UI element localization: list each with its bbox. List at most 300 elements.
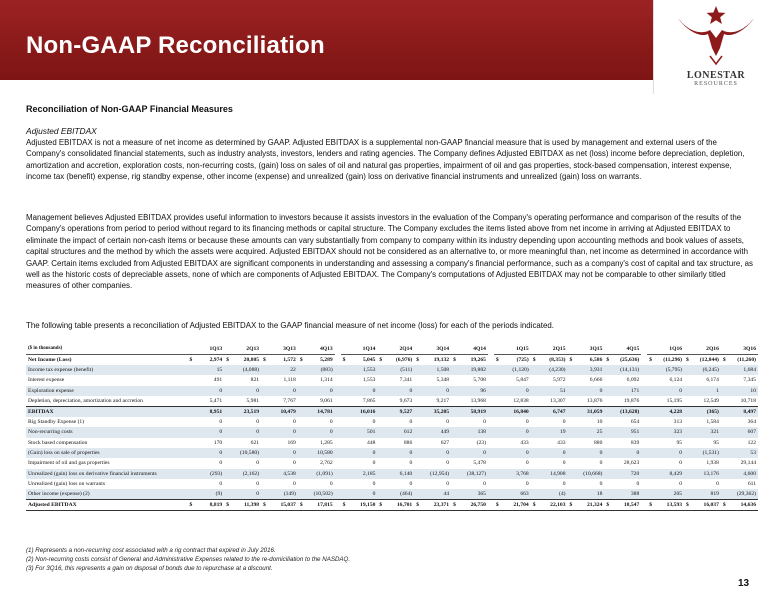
currency-symbol xyxy=(298,365,307,375)
table-cell: 3,768 xyxy=(503,469,531,479)
currency-symbol xyxy=(414,375,423,385)
currency-symbol: $ xyxy=(531,500,540,510)
currency-symbol xyxy=(604,396,613,406)
currency-symbol: $ xyxy=(722,356,726,363)
footnote-1: (1) Represents a non-recurring cost associated with a rig contract that expired in July 2016. xyxy=(26,547,276,554)
table-cell: 1,584 xyxy=(706,418,719,425)
table-cell: 1,118 xyxy=(283,377,296,384)
table-cell: 0 xyxy=(503,386,531,396)
table-row xyxy=(26,479,758,489)
table-cell: 13,307 xyxy=(550,397,566,404)
table-cell: 19,132 xyxy=(433,356,450,363)
currency-symbol xyxy=(531,406,540,416)
table-row xyxy=(26,500,758,510)
currency-symbol xyxy=(494,489,503,499)
paragraph-usefulness: Management believes Adjusted EBITDAX provides useful information to investors because it assists investors in the evaluation of the Company's operating performance and comparison of the results of the Company's operations from period to period without regard to its financing methods or capital structure. The Company excludes the items listed above from net income in arriving at Adjusted EBITDAX to eliminate the impact of certain non-cash items or because these amounts can vary substantially from company to company within its industry depending upon accounting methods and book values of assets, capital structures and the method by which the assets were acquired. Adjusted EBITDAX should not be considered as an alternative to, or more meaningful than, net income as determined in accordance with GAAP. Certain items excluded from Adjusted EBITDAX are significant components in understanding and assessing a company's financial performance, such as a company's cost of capital and tax structure, as well as the historic costs of depreciable assets, none of which are components of Adjusted EBITDAX. The Company's computations of Adjusted EBITDAX may not be comparable to other similarly titled measures of other companies. xyxy=(26,213,753,291)
table-cell: (4,088) xyxy=(233,365,261,375)
table-cell: 5,471 xyxy=(209,397,223,404)
currency-symbol xyxy=(298,417,307,427)
currency-symbol xyxy=(568,417,577,427)
currency-symbol xyxy=(298,448,307,458)
currency-symbol xyxy=(684,438,693,448)
sub-title: Adjusted EBITDAX xyxy=(26,126,97,136)
table-cell: 5,981 xyxy=(246,397,260,404)
currency-symbol xyxy=(224,448,233,458)
currency-symbol xyxy=(261,489,270,499)
table-cell: (464) xyxy=(386,489,414,499)
currency-symbol xyxy=(647,396,656,406)
table-cell: 4,600 xyxy=(730,469,758,479)
currency-symbol xyxy=(224,427,233,437)
table-row xyxy=(26,469,758,479)
table-cell: 0 xyxy=(350,386,378,396)
currency-symbol xyxy=(298,458,307,468)
currency-symbol xyxy=(298,469,307,479)
row-label: (Gain) loss on sale of properties xyxy=(26,448,187,458)
currency-symbol xyxy=(721,365,730,375)
reconciliation-table-container xyxy=(26,344,758,511)
table-header-row xyxy=(26,344,758,354)
table-cell: 16,840 xyxy=(503,406,531,416)
table-cell: 0 xyxy=(350,489,378,499)
row-label: Income tax expense (benefit) xyxy=(26,365,187,375)
currency-symbol: $ xyxy=(532,356,536,363)
table-cell: 5,972 xyxy=(552,377,566,384)
table-cell: 19,150 xyxy=(350,500,378,510)
table-cell: 627 xyxy=(440,439,450,446)
table-cell: 0 xyxy=(503,427,531,437)
table-cell: 0 xyxy=(293,460,296,467)
currency-symbol xyxy=(647,386,656,396)
table-cell: 35,205 xyxy=(423,406,451,416)
currency-symbol: $ xyxy=(568,500,577,510)
currency-symbol xyxy=(298,489,307,499)
table-cell: 0 xyxy=(270,448,298,458)
currency-symbol xyxy=(647,479,656,489)
table-cell: 14,781 xyxy=(307,406,335,416)
table-cell: (10,580) xyxy=(233,448,261,458)
table-cell: 22,103 xyxy=(540,500,568,510)
table-cell: 0 xyxy=(219,418,223,425)
currency-symbol xyxy=(721,417,730,427)
table-row xyxy=(26,365,758,375)
currency-symbol xyxy=(494,375,503,385)
table-cell: 0 xyxy=(613,448,641,458)
table-cell: 0 xyxy=(409,481,413,488)
currency-symbol: $ xyxy=(261,500,270,510)
currency-symbol xyxy=(414,458,423,468)
currency-symbol xyxy=(341,375,350,385)
table-cell: 611 xyxy=(747,481,756,488)
row-label: Net Income (Loss) xyxy=(28,356,72,363)
currency-symbol xyxy=(721,438,730,448)
currency-symbol xyxy=(187,427,196,437)
table-cell: 4,538 xyxy=(270,469,298,479)
table-cell: 13,968 xyxy=(470,397,486,404)
table-cell: 323 xyxy=(656,427,684,437)
table-cell: 1,553 xyxy=(350,365,378,375)
currency-symbol: $ xyxy=(647,500,656,510)
table-cell: 821 xyxy=(250,377,260,384)
table-cell: 96 xyxy=(460,386,488,396)
table-cell: 0 xyxy=(270,386,298,396)
table-row xyxy=(26,489,758,499)
currency-symbol xyxy=(298,438,307,448)
currency-symbol xyxy=(568,427,577,437)
table-cell: 433 xyxy=(520,439,529,446)
currency-symbol xyxy=(647,438,656,448)
column-header: 3Q15 xyxy=(568,344,605,354)
table-cell: 0 xyxy=(525,460,529,467)
table-cell: 6,124 xyxy=(669,377,683,384)
column-header: 1Q15 xyxy=(494,344,531,354)
currency-symbol xyxy=(494,469,503,479)
table-cell: 0 xyxy=(233,489,261,499)
table-cell: 5,348 xyxy=(436,377,450,384)
row-label: Unrealized (gain) loss on warrants xyxy=(28,481,106,488)
currency-symbol xyxy=(341,365,350,375)
currency-symbol xyxy=(684,406,693,416)
currency-symbol xyxy=(187,448,196,458)
currency-symbol xyxy=(604,386,613,396)
currency-symbol xyxy=(261,406,270,416)
currency-symbol xyxy=(341,417,350,427)
table-cell: 9,527 xyxy=(386,406,414,416)
table-cell: 0 xyxy=(219,460,223,467)
currency-symbol xyxy=(604,406,613,416)
table-cell: 886 xyxy=(403,439,413,446)
currency-symbol xyxy=(647,406,656,416)
currency-symbol xyxy=(451,469,460,479)
paragraph-intro-table: The following table presents a reconciliation of Adjusted EBITDAX to the GAAP financial measure of net income (loss) for each of the periods indicated. xyxy=(26,321,554,330)
currency-symbol xyxy=(341,386,350,396)
currency-symbol xyxy=(224,396,233,406)
currency-symbol: $ xyxy=(379,356,383,363)
currency-symbol xyxy=(414,365,423,375)
table-cell: (10,502) xyxy=(307,489,335,499)
table-cell: (8,353) xyxy=(549,356,566,363)
table-cell: 95 xyxy=(713,439,719,446)
currency-symbol xyxy=(414,386,423,396)
table-cell: (11,260) xyxy=(737,356,756,363)
table-cell: 10,580 xyxy=(307,448,335,458)
table-row xyxy=(26,458,758,468)
currency-symbol xyxy=(604,375,613,385)
page-title: Non-GAAP Reconciliation xyxy=(26,32,325,59)
currency-symbol xyxy=(261,469,270,479)
currency-symbol xyxy=(377,479,386,489)
table-row xyxy=(26,448,758,458)
column-header: 3Q13 xyxy=(261,344,298,354)
column-header: 1Q14 xyxy=(341,344,378,354)
currency-symbol: $ xyxy=(686,356,689,363)
currency-symbol xyxy=(568,489,577,499)
currency-symbol xyxy=(684,458,693,468)
currency-symbol xyxy=(494,479,503,489)
table-cell: 7,341 xyxy=(399,377,413,384)
table-cell: 18 xyxy=(576,489,604,499)
table-cell: (883) xyxy=(307,365,335,375)
table-cell: 13,593 xyxy=(656,500,684,510)
currency-symbol xyxy=(451,386,460,396)
currency-symbol xyxy=(568,438,577,448)
table-cell: 0 xyxy=(525,418,529,425)
unit-label: ($ in thousands) xyxy=(26,344,187,354)
row-label: Stock based compensation xyxy=(28,439,88,446)
currency-symbol xyxy=(377,448,386,458)
currency-symbol xyxy=(414,448,423,458)
currency-symbol: $ xyxy=(298,500,307,510)
currency-symbol xyxy=(568,479,577,489)
currency-symbol xyxy=(298,479,307,489)
currency-symbol: $ xyxy=(721,500,730,510)
table-cell: 20,805 xyxy=(243,356,260,363)
table-row xyxy=(26,438,758,448)
table-cell: 0 xyxy=(256,460,260,467)
table-cell: 0 xyxy=(679,460,683,467)
table-cell: 3,931 xyxy=(576,365,604,375)
currency-symbol xyxy=(647,448,656,458)
table-cell: 0 xyxy=(372,418,376,425)
table-cell: 53 xyxy=(730,448,758,458)
column-header: 3Q14 xyxy=(414,344,451,354)
table-cell: 7,767 xyxy=(283,397,296,404)
currency-symbol xyxy=(187,489,196,499)
table-cell: 19,882 xyxy=(460,365,488,375)
currency-symbol xyxy=(377,427,386,437)
longhorn-star-icon xyxy=(676,4,756,70)
currency-symbol xyxy=(341,458,350,468)
table-cell: (12,954) xyxy=(423,469,451,479)
table-cell: 9,061 xyxy=(320,397,333,404)
table-cell: 1,684 xyxy=(730,365,758,375)
currency-symbol xyxy=(604,417,613,427)
table-cell: 321 xyxy=(693,427,721,437)
currency-symbol xyxy=(721,469,730,479)
currency-symbol xyxy=(647,375,656,385)
currency-symbol xyxy=(414,438,423,448)
currency-symbol xyxy=(261,448,270,458)
table-cell: 0 xyxy=(256,481,260,488)
currency-symbol xyxy=(187,375,196,385)
table-row xyxy=(26,386,758,396)
table-cell: 0 xyxy=(446,418,450,425)
currency-symbol xyxy=(377,469,386,479)
currency-symbol xyxy=(721,406,730,416)
table-cell: 0 xyxy=(576,386,604,396)
table-cell: 654 xyxy=(630,418,640,425)
table-cell: 0 xyxy=(196,448,224,458)
currency-symbol xyxy=(531,396,540,406)
table-cell: (365) xyxy=(693,406,721,416)
currency-symbol xyxy=(298,427,307,437)
currency-symbol xyxy=(721,386,730,396)
currency-symbol xyxy=(261,479,270,489)
currency-symbol: $ xyxy=(224,500,233,510)
table-cell: 14,636 xyxy=(730,500,758,510)
currency-symbol xyxy=(568,448,577,458)
table-cell: 171 xyxy=(613,386,641,396)
table-cell: 0 xyxy=(656,448,684,458)
table-cell: 1,938 xyxy=(706,460,719,467)
currency-symbol xyxy=(494,386,503,396)
currency-symbol xyxy=(604,479,613,489)
currency-symbol xyxy=(721,489,730,499)
table-cell: 15 xyxy=(196,365,224,375)
currency-symbol xyxy=(721,396,730,406)
table-cell: 0 xyxy=(562,460,566,467)
table-cell: 0 xyxy=(679,481,683,488)
table-cell: 15,037 xyxy=(270,500,298,510)
currency-symbol xyxy=(341,427,350,437)
table-cell: 0 xyxy=(446,460,450,467)
currency-symbol xyxy=(494,417,503,427)
table-cell: 1,508 xyxy=(423,365,451,375)
currency-symbol xyxy=(647,427,656,437)
currency-symbol xyxy=(187,417,196,427)
table-cell: (2,162) xyxy=(233,469,261,479)
table-cell: 839 xyxy=(630,439,640,446)
table-cell: 0 xyxy=(372,460,376,467)
currency-symbol xyxy=(494,365,503,375)
row-label: Rig Standby Expense (1) xyxy=(28,418,85,425)
table-cell: 5,045 xyxy=(362,356,376,363)
currency-symbol xyxy=(721,479,730,489)
table-cell: 8,497 xyxy=(730,406,758,416)
currency-symbol: $ xyxy=(569,356,573,363)
table-cell: (29,362) xyxy=(730,489,758,499)
footnote-2: (2) Non-recurring costs consist of General and Administrative Expenses related to the re-domiciliation to the NASDAQ. xyxy=(26,556,351,563)
table-cell: 0 xyxy=(293,418,296,425)
reconciliation-table xyxy=(26,344,758,511)
currency-symbol xyxy=(451,489,460,499)
currency-symbol xyxy=(451,427,460,437)
currency-symbol xyxy=(377,417,386,427)
table-cell: 0 xyxy=(307,427,335,437)
currency-symbol xyxy=(414,489,423,499)
table-cell: 0 xyxy=(483,418,486,425)
currency-symbol xyxy=(224,438,233,448)
table-cell: (14,131) xyxy=(613,365,641,375)
currency-symbol xyxy=(684,489,693,499)
table-cell: 6,586 xyxy=(589,356,603,363)
table-cell: 0 xyxy=(293,481,296,488)
table-cell: 0 xyxy=(307,386,335,396)
table-cell: 16,701 xyxy=(386,500,414,510)
table-cell: 0 xyxy=(329,481,333,488)
currency-symbol xyxy=(494,427,503,437)
table-cell: 19,265 xyxy=(470,356,486,363)
table-cell: 15,195 xyxy=(666,397,683,404)
table-cell: 13,876 xyxy=(587,397,603,404)
table-cell: 8,819 xyxy=(196,500,224,510)
paragraph-definition: Adjusted EBITDAX is not a measure of net income as determined by GAAP. Adjusted EBITDAX is a supplemental non-GAAP financial measure that is used by management and external users of the Company's consolidated financial statements, such as industry analysts, investors, lenders and rating agencies. The Company defines Adjusted EBITDAX as net (loss) income before depreciation, depletion, amortization and accretion, exploration costs, non-recurring costs, (gain) loss on sales of oil and natural gas properties, impairment of oil and gas properties, stock-based compensation, interest expense, income tax (benefit) expense, rig standby expense, other income (expense) and unrealized (gain) loss on derivative financial instruments and unrealized (gain) loss on warrants. xyxy=(26,138,745,182)
currency-symbol xyxy=(568,375,577,385)
currency-symbol xyxy=(414,479,423,489)
currency-symbol xyxy=(414,417,423,427)
table-cell: 0 xyxy=(409,460,413,467)
currency-symbol: $ xyxy=(189,356,193,363)
currency-symbol xyxy=(531,375,540,385)
currency-symbol xyxy=(647,489,656,499)
currency-symbol xyxy=(647,458,656,468)
table-cell: 313 xyxy=(673,418,683,425)
currency-symbol xyxy=(494,448,503,458)
row-label: Unrealized (gain) loss on derivative financial instruments xyxy=(26,469,187,479)
currency-symbol xyxy=(604,489,613,499)
table-cell: 0 xyxy=(196,386,224,396)
currency-symbol xyxy=(451,375,460,385)
currency-symbol xyxy=(451,438,460,448)
table-cell: 0 xyxy=(562,481,566,488)
currency-symbol: $ xyxy=(495,356,499,363)
table-cell: (149) xyxy=(270,489,298,499)
currency-symbol xyxy=(684,365,693,375)
currency-symbol xyxy=(187,479,196,489)
table-cell: 51 xyxy=(540,386,568,396)
table-cell: 205 xyxy=(656,489,684,499)
table-cell: 0 xyxy=(716,481,719,488)
table-cell: 21,324 xyxy=(576,500,604,510)
table-cell: 663 xyxy=(503,489,531,499)
currency-symbol xyxy=(414,427,423,437)
currency-symbol xyxy=(261,386,270,396)
currency-symbol xyxy=(377,386,386,396)
currency-symbol xyxy=(568,406,577,416)
table-cell: 7,865 xyxy=(362,397,376,404)
currency-symbol xyxy=(187,365,196,375)
table-cell: 13,176 xyxy=(693,469,721,479)
table-cell: (6,976) xyxy=(395,356,413,363)
table-cell: 0 xyxy=(386,386,414,396)
table-cell: 26,750 xyxy=(460,500,488,510)
table-cell: 0 xyxy=(656,386,684,396)
table-cell: 0 xyxy=(233,427,261,437)
currency-symbol xyxy=(224,417,233,427)
table-cell: 8,951 xyxy=(196,406,224,416)
currency-symbol xyxy=(261,365,270,375)
currency-symbol: $ xyxy=(342,356,346,363)
table-cell: (11,296) xyxy=(663,356,683,363)
table-cell: 23,371 xyxy=(423,500,451,510)
currency-symbol xyxy=(377,406,386,416)
currency-symbol xyxy=(224,375,233,385)
table-cell: 14,908 xyxy=(540,469,568,479)
currency-symbol: $ xyxy=(684,500,693,510)
currency-symbol xyxy=(684,469,693,479)
table-cell: 6,747 xyxy=(540,406,568,416)
table-cell: 11,398 xyxy=(233,500,261,510)
currency-symbol xyxy=(494,458,503,468)
currency-symbol xyxy=(187,469,196,479)
currency-symbol: $ xyxy=(451,500,460,510)
row-label: Non-recurring costs xyxy=(26,427,187,437)
column-header: 4Q15 xyxy=(604,344,641,354)
table-cell: 21,704 xyxy=(503,500,531,510)
table-cell: 12,838 xyxy=(513,397,529,404)
currency-symbol xyxy=(684,427,693,437)
currency-symbol: $ xyxy=(453,356,456,363)
table-cell: 0 xyxy=(562,418,566,425)
currency-symbol xyxy=(494,396,503,406)
table-cell: (9) xyxy=(196,489,224,499)
table-cell: 951 xyxy=(613,427,641,437)
table-cell: (1,091) xyxy=(307,469,335,479)
table-cell: 621 xyxy=(250,439,260,446)
currency-symbol xyxy=(531,469,540,479)
table-cell: 6,092 xyxy=(626,377,640,384)
table-cell: 880 xyxy=(594,439,603,446)
